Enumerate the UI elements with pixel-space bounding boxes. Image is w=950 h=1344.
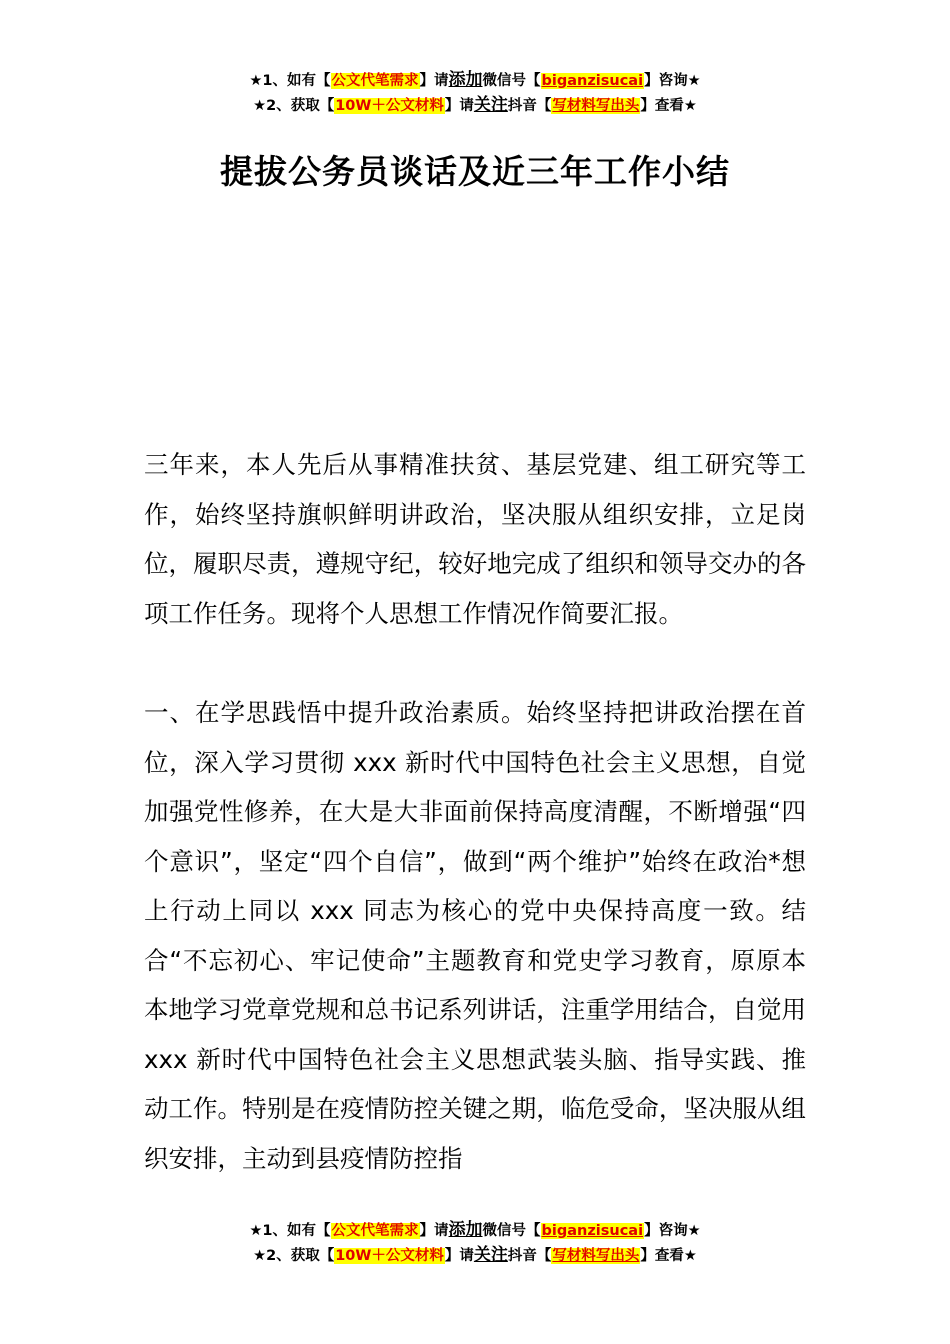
document-title: 提拔公务员谈话及近三年工作小结 (220, 152, 730, 191)
promo-line-2: ★2、获取【10W＋公文材料】请关注抖音【写材料写出头】查看★ (253, 95, 697, 115)
promo-line-1: ★1、如有【公文代笔需求】请添加微信号【biganzisucai】咨询★ (249, 1220, 701, 1240)
bottom-promo-banner (0, 1218, 950, 1268)
paragraph-intro: 三年来，本人先后从事精准扶贫、基层党建、组工研究等工作，始终坚持旗帜鲜明讲政治，坚决服从组织安排，立足岗位，履职尽责，遵规守纪，较好地完成了组织和领导交办的各项工作任务。现将个人思想工作情况作简要汇报。 (144, 450, 806, 628)
promo-highlight-materials: 10W＋公文材料 (335, 98, 444, 114)
paragraph-section-1: 一、在学思践悟中提升政治素质。始终坚持把讲政治摆在首位，深入学习贯彻 xxx 新时代中国特色社会主义思想，自觉加强党性修养，在大是大非面前保持高度清醒，不断增强“四个意识”，坚定“四个自信”，做到“两个维护”始终在政治*想上行动上同以 xxx 同志为核心的党中央保持高度一致。结合“不忘初心、牢记使命”主题教育和党史学习教育，原原本本地学习党章党规和总书记系列讲话，注重学用结合，自觉用 xxx 新时代中国特色社会主义思想武装头脑、指导实践、推动工作。特别是在疫情防控关键之期，临危受命，坚决服从组织安排，主动到县疫情防控指 (144, 698, 806, 1173)
promo-highlight-douyin-account: 写材料写出头 (552, 98, 640, 114)
promo-highlight-materials: 10W＋公文材料 (335, 1248, 444, 1264)
promo-highlight-douyin-account: 写材料写出头 (552, 1248, 640, 1264)
promo-line-2: ★2、获取【10W＋公文材料】请关注抖音【写材料写出头】查看★ (253, 1245, 697, 1265)
promo-highlight-wechat-id: biganzisucai (541, 1223, 644, 1239)
top-promo-banner (0, 68, 950, 118)
promo-highlight-service: 公文代笔需求 (331, 73, 419, 89)
promo-highlight-wechat-id: biganzisucai (541, 73, 644, 89)
promo-highlight-service: 公文代笔需求 (331, 1223, 419, 1239)
promo-line-1: ★1、如有【公文代笔需求】请添加微信号【biganzisucai】咨询★ (249, 70, 701, 90)
